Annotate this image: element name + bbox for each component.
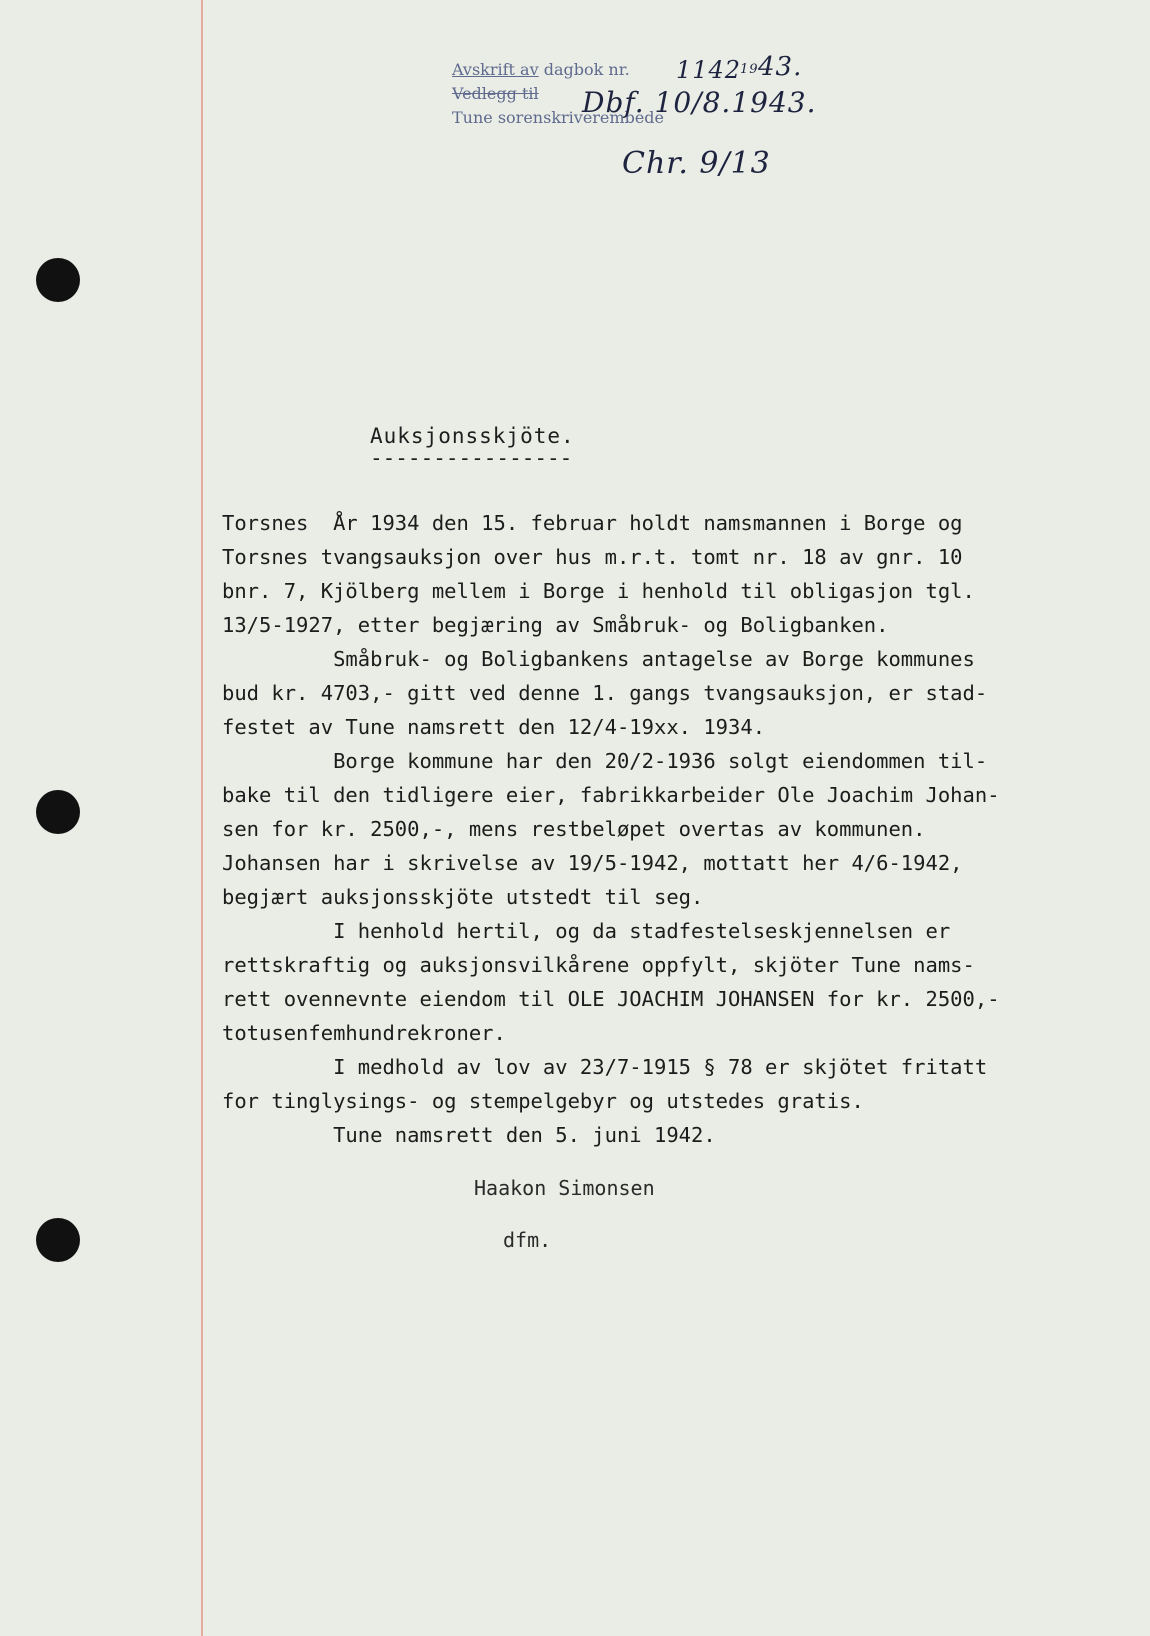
body-line: I henhold hertil, og da stadfestelseskjennelsen er xyxy=(222,919,951,943)
body-line: rett ovennevnte eiendom til OLE JOACHIM JOHANSEN for kr. 2500,- xyxy=(222,987,1000,1011)
stamp-year-prefix: 19 xyxy=(740,62,759,77)
stamp-vedlegg: Vedlegg til xyxy=(452,84,539,103)
handwritten-date-note: Dbf. 10/8.1943. xyxy=(582,86,817,119)
handwritten-year: 43. xyxy=(758,52,803,82)
body-line: totusenfemhundrekroner. xyxy=(222,1021,506,1045)
punch-hole-top xyxy=(36,258,80,302)
document-title: Auksjonsskjöte. xyxy=(370,424,575,448)
body-line: rettskraftig og auksjonsvilkårene oppfylt, skjöter Tune nams- xyxy=(222,953,975,977)
body-line: festet av Tune namsrett den 12/4-19xx. 1934. xyxy=(222,715,766,739)
stamp-avskrift: Avskrift av xyxy=(452,60,539,79)
punch-hole-middle xyxy=(36,790,80,834)
margin-rule xyxy=(201,0,203,1636)
body-line: Tune namsrett den 5. juni 1942. xyxy=(222,1123,716,1147)
signature-abbrev: dfm. xyxy=(503,1228,552,1252)
body-line: Torsnes tvangsauksjon over hus m.r.t. tomt nr. 18 av gnr. 10 xyxy=(222,545,963,569)
body-line: Johansen har i skrivelse av 19/5-1942, mottatt her 4/6-1942, xyxy=(222,851,963,875)
title-underline: ---------------- xyxy=(370,446,573,470)
body-line: Torsnes År 1934 den 15. februar holdt namsmannen i Borge og xyxy=(222,511,963,535)
signature-name: Haakon Simonsen xyxy=(474,1176,655,1200)
body-line: 13/5-1927, etter begjæring av Småbruk- og Boligbanken. xyxy=(222,613,889,637)
body-line: bake til den tidligere eier, fabrikkarbeider Ole Joachim Johan- xyxy=(222,783,1000,807)
body-line: bud kr. 4703,- gitt ved denne 1. gangs tvangsauksjon, er stad- xyxy=(222,681,988,705)
body-line: Borge kommune har den 20/2-1936 solgt eiendommen til- xyxy=(222,749,988,773)
punch-hole-bottom xyxy=(36,1218,80,1262)
body-line: begjært auksjonsskjöte utstedt til seg. xyxy=(222,885,704,909)
body-line: for tinglysings- og stempelgebyr og utstedes gratis. xyxy=(222,1089,864,1113)
stamp-office-name: Tune sorenskriverembede xyxy=(452,108,664,127)
handwritten-initials: Chr. 9/13 xyxy=(622,146,771,181)
body-line: I medhold av lov av 23/7-1915 § 78 er skjötet fritatt xyxy=(222,1055,988,1079)
document-body xyxy=(222,506,1122,1152)
body-line: bnr. 7, Kjölberg mellem i Borge i henhold til obligasjon tgl. xyxy=(222,579,975,603)
body-line: Småbruk- og Boligbankens antagelse av Borge kommunes xyxy=(222,647,975,671)
stamp-dagbok-label: dagbok nr. xyxy=(543,60,630,79)
body-line: sen for kr. 2500,-, mens restbeløpet overtas av kommunen. xyxy=(222,817,926,841)
handwritten-dagbok-number: 1142 xyxy=(676,56,742,84)
